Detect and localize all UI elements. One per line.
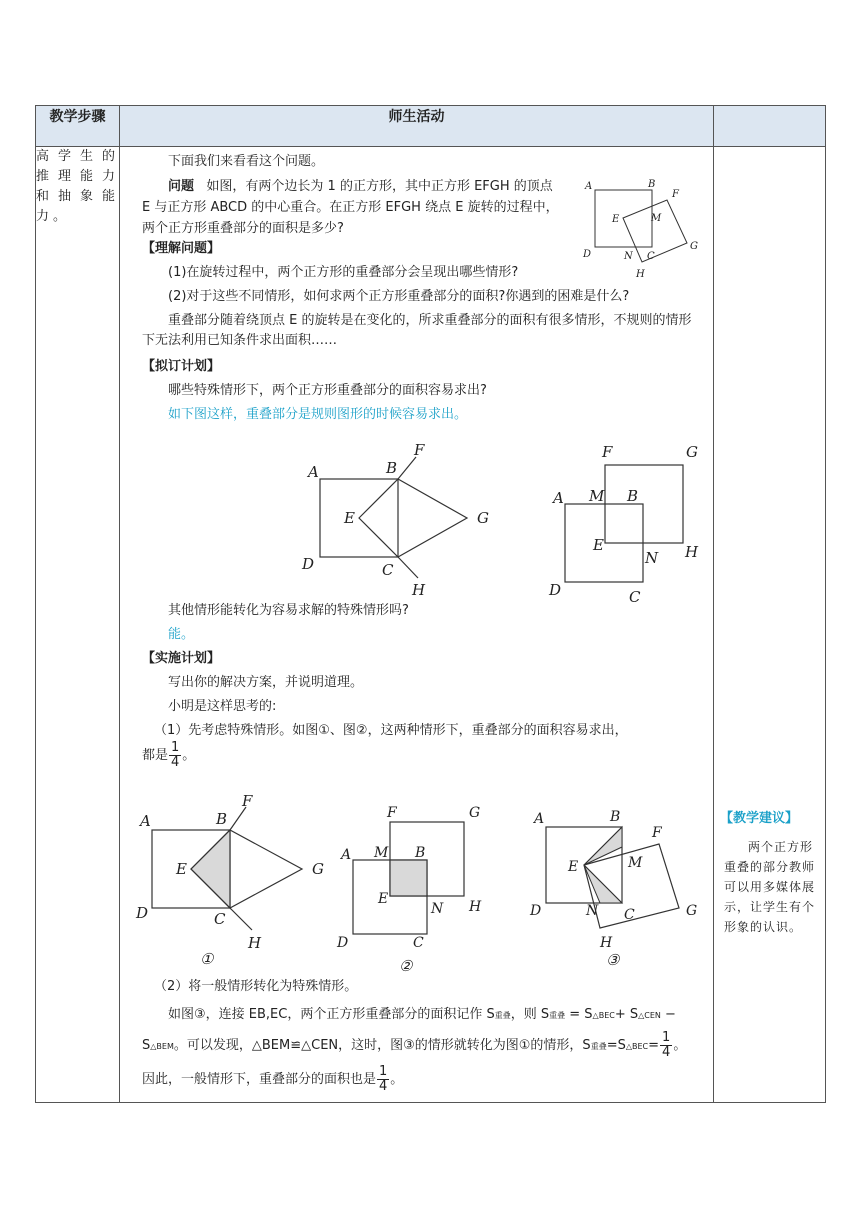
label-F: F: [387, 805, 397, 821]
label-N: N: [586, 903, 599, 919]
lesson-table: [35, 105, 826, 1103]
label-M: M: [651, 213, 662, 224]
problem-text: 如图，有两个边长为 1 的正方形，其中正方形 EFGH 的顶点 E 与正方形 ABCD 的中心重合。在正方形 EFGH 绕点 E 旋转的过程中，两个正方形重叠部分的面积是多少?: [142, 179, 559, 236]
label-M: M: [589, 487, 605, 505]
label-F: F: [672, 189, 679, 200]
question-2: (2)对于这些不同情形，如何求两个正方形重叠部分的面积?你遇到的困难是什么?: [168, 289, 630, 304]
label-E: E: [344, 509, 355, 527]
label-A: A: [308, 463, 319, 481]
plan-title: 【拟订计划】: [142, 359, 221, 374]
fraction-one-quarter: $\frac{1}{4}$: [379, 1064, 388, 1094]
label-D: D: [337, 935, 349, 951]
label-E: E: [176, 860, 187, 878]
label-M: M: [374, 845, 389, 861]
step-2: （2）将一般情形转化为特殊情形。: [154, 979, 358, 994]
plan-question: 哪些特殊情形下，两个正方形重叠部分的面积容易求出?: [168, 383, 487, 398]
header-steps: 教学步骤: [36, 106, 120, 147]
label-C: C: [413, 935, 424, 951]
convert-answer: 能。: [168, 627, 195, 642]
label-H: H: [600, 935, 613, 951]
label-B: B: [627, 487, 639, 505]
label-G: G: [690, 241, 698, 252]
sidebar-cell: [714, 147, 826, 1103]
label-F: F: [414, 441, 425, 459]
sidebar-title: 【教学建议】: [720, 811, 799, 826]
label-G: G: [686, 443, 698, 461]
label-N: N: [431, 901, 444, 917]
label-H: H: [412, 581, 426, 599]
step-1: （1）先考虑特殊情形。如图①、图②，这两种情形下，重叠部分的面积容易求出，: [154, 723, 628, 738]
exec-title: 【实施计划】: [142, 651, 221, 666]
label-E: E: [593, 536, 604, 554]
figure-2: [337, 777, 520, 975]
label-A: A: [140, 812, 151, 830]
label-D: D: [549, 581, 562, 599]
sidebar-text: 两个正方形重叠的部分教师可以用多媒体展示，让学生有个形象的认识。: [724, 840, 816, 934]
problem-label: 问题: [168, 179, 195, 194]
label-B: B: [386, 459, 398, 477]
label-B: B: [415, 845, 426, 861]
label-C: C: [382, 561, 394, 579]
label-C: C: [624, 907, 635, 923]
label-F: F: [602, 443, 613, 461]
label-H: H: [469, 899, 482, 915]
fraction-one-quarter: $\frac{1}{4}$: [662, 1030, 671, 1060]
label-A: A: [553, 489, 564, 507]
label-D: D: [302, 555, 315, 573]
label-D: D: [583, 249, 592, 260]
convert-question: 其他情形能转化为容易求解的特殊情形吗?: [168, 603, 409, 618]
difficulty-text: 重叠部分随着绕顶点 E 的旋转是在变化的，所求重叠部分的面积有很多情形，不规则的情形下无法利用已知条件求出面积……: [142, 313, 692, 348]
step-3-cont: S△BEM。可以发现，△BEM≌△CEN，这时，图③的情形就转化为图①的情形，S重叠=S△BEC= $\frac{1}{4}$ 。: [142, 1030, 687, 1060]
activity-cell: [120, 147, 714, 1103]
figure-1: [130, 792, 330, 967]
label-D: D: [136, 904, 149, 922]
label-H: H: [248, 934, 262, 952]
exec-task: 写出你的解决方案，并说明道理。: [168, 675, 364, 690]
figure-special-1: [300, 439, 500, 599]
figure-3: [520, 787, 715, 967]
label-G: G: [312, 860, 324, 878]
conclusion: 因此，一般情形下，重叠部分的面积也是 $\frac{1}{4}$ 。: [142, 1064, 404, 1094]
fraction-one-quarter: $\frac{1}{4}$: [171, 740, 180, 770]
label-C: C: [629, 588, 641, 606]
label-F: F: [242, 792, 253, 810]
label-G: G: [469, 805, 481, 821]
question-1: (1)在旋转过程中，两个正方形的重叠部分会呈现出哪些情形?: [168, 265, 519, 280]
header-blank: [714, 106, 826, 147]
xiaoming-text: 小明是这样思考的:: [168, 699, 277, 714]
label-F: F: [652, 825, 662, 841]
left-note: 高学生的推理能力和抽象能力。: [36, 147, 120, 1103]
understand-title: 【理解问题】: [142, 241, 221, 256]
label-B: B: [610, 809, 621, 825]
label-G: G: [477, 509, 489, 527]
label-B: B: [216, 810, 228, 828]
label-A: A: [341, 847, 352, 863]
step-3: 如图③，连接 EB,EC，两个正方形重叠部分的面积记作 S重叠，则 S重叠 = S△BEC+ S△CEN −: [168, 1007, 676, 1022]
figure-2-label: ②: [399, 957, 413, 975]
intro-text: 下面我们来看看这个问题。: [168, 154, 325, 169]
label-G: G: [686, 903, 698, 919]
label-M: M: [628, 855, 643, 871]
label-C: C: [214, 910, 226, 928]
figure-1-label: ①: [200, 950, 214, 968]
label-N: N: [624, 251, 633, 262]
label-A: A: [585, 181, 593, 192]
label-A: A: [534, 811, 545, 827]
label-B: B: [648, 179, 656, 190]
label-E: E: [378, 891, 389, 907]
label-N: N: [645, 549, 659, 567]
label-E: E: [612, 214, 620, 225]
label-D: D: [530, 903, 542, 919]
label-H: H: [636, 269, 645, 280]
header-activities: 师生活动: [120, 106, 714, 147]
plan-answer: 如下图这样，重叠部分是规则图形的时候容易求出。: [168, 407, 468, 422]
figure-3-label: ③: [606, 951, 620, 969]
label-H: H: [685, 543, 699, 561]
step-1-end: 都是 $\frac{1}{4}$ 。: [142, 740, 196, 770]
problem-paragraph: [142, 176, 563, 239]
label-C: C: [647, 251, 655, 262]
label-E: E: [568, 859, 579, 875]
